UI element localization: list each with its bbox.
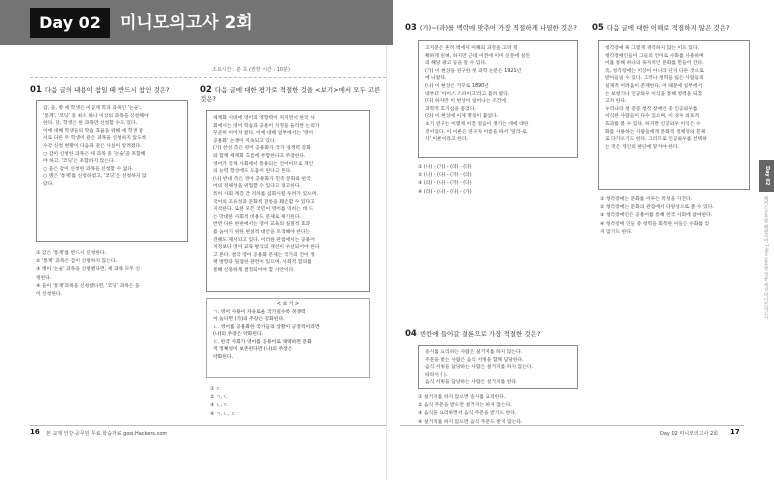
answer-choice: ④ ㄱ, ㄴ, ㄷ — [210, 411, 236, 417]
passage-line: 았다. — [43, 181, 54, 187]
passage-line: (나) 반대 측은 영어 공용화가 민족 문화와 한국 — [213, 176, 311, 182]
answer-choice: ③ ㄴ, ㄷ — [210, 403, 229, 409]
footer-text: Day 02 미니모의고사 2회 — [660, 431, 718, 437]
answer-choice: ① (나) - (가) - (라) - (다) — [418, 165, 472, 170]
timer-row: 소요시간 : 분 초 (권장 시간 : 10분) — [212, 67, 290, 73]
question-05-passage — [598, 40, 750, 190]
question-02-passage — [206, 110, 370, 292]
passage-line: 고자 한다. — [605, 99, 627, 105]
bogi-item: ㄷ. 한국 사회가 영어를 공용어로 채택하면 문화 — [213, 339, 312, 345]
day-side-tab: Day 02 — [759, 160, 774, 192]
page-divider — [386, 0, 387, 480]
answer-choice: ② ㄱ, ㄴ — [210, 395, 229, 401]
question-02-title: 02 다음 글에 대한 평가로 적절한 것을 <보기>에서 모두 고른 것은? — [200, 85, 381, 103]
day-badge: Day 02 — [30, 8, 110, 38]
passage-line: 과학적 호기심을 품었다. — [425, 106, 476, 112]
passage-line: 에 나왔다. — [425, 76, 447, 82]
passage-line: 화를 사용하는 사람들에게 문화적 정체성의 문제 — [605, 129, 706, 135]
bogi-item: 이 높다면 (가)의 주장은 강화된다. — [213, 317, 285, 322]
answer-choice: ④ 설거지를 하지 않으면 음식 주문도 받지 않는다. — [418, 419, 523, 425]
passage-line: '통계', '코딩' 중 최소 하나 이상의 과목을 신청해야 — [43, 113, 149, 119]
question-02-bogi-box — [206, 298, 370, 378]
passage-line: 사' 이론이라고 한다. — [425, 137, 468, 143]
answer-choice: 지 않기도 한다. — [600, 229, 633, 235]
question-04-title: 04 빈칸에 들어갈 결론으로 가장 적절한 것은? — [405, 329, 541, 339]
passage-line: 따라서 ( ). — [425, 372, 448, 378]
footer-text: 본 교재 인강·공무원 무료 학습자료 gosi.Hackers.com — [46, 431, 168, 437]
question-03-passage — [418, 40, 578, 158]
passage-line: 한다. 단, 학생은 한 과목만 신청할 수도 있다. — [43, 121, 138, 127]
passage-line: 실제적 어려움이 존재한다. 이 때문에 일부에서 — [605, 83, 703, 89]
answer-choice: 청한다. — [36, 275, 52, 281]
question-02-choices — [210, 386, 330, 419]
passage-line: 의 능력 향상에도 도움이 된다고 본다. — [213, 169, 292, 175]
passage-line: 고 본다. 결국 영어 공용화 문제는 국가의 언어 정 — [213, 252, 315, 258]
passage-line: 즉, 청각장애는 이상이 아니라 단지 다른 것으로 — [605, 68, 704, 74]
answer-choice: ② 음식 주문을 받으면 설거지는 하지 않는다. — [418, 403, 512, 409]
question-03-choices — [418, 164, 568, 197]
passage-line: ○ 갑이 신청한 과목은 세 과목 중 '논술'을 포함해 — [43, 151, 146, 157]
passage-line: 견해도 제시되고 있다. 이러한 관점에서는 공용어 — [213, 237, 315, 243]
answer-choice: ③ (라) - (나) - (가) - (다) — [418, 181, 472, 187]
passage-line: 송시를 요리하는 사람은 설거지를 하지 않는다. — [425, 350, 523, 355]
passage-line: 특히 사회 계층 간 격차를 심화시킬 우려가 있으며, — [213, 191, 318, 197]
passage-line: 고지문은 흔히 벽에서 이해의 과정을 고려 정 — [425, 46, 518, 51]
bogi-item: ㄴ. 영어를 공용화한 국가들의 상황이 긍정적이라면 — [213, 324, 320, 330]
passage-line: 는 것은 개인의 판단에 맡겨야 한다. — [605, 144, 680, 150]
answer-choice: ① ㄷ — [210, 387, 221, 392]
passage-line: 청각장애인들이 그들의 언어로 수화를 사용하며 — [605, 53, 704, 59]
passage-line: ○ 을은 갑이 신청한 과목을 신청할 수 없다. — [43, 166, 134, 172]
answer-choice: 이 신청한다. — [36, 292, 63, 298]
question-01-title: 01 다음 글의 내용이 참일 때 반드시 참인 것은? — [30, 85, 170, 95]
bogi-item: 약화된다. — [213, 354, 234, 360]
bogi-item: ㄱ. 영어 사용이 자유로운 국가일수록 경쟁력 — [213, 309, 306, 315]
answer-choice: ① 설거지를 하지 않으면 송시를 요리한다. — [418, 395, 506, 400]
passage-line: 꾸준히 이어져 왔다. 이에 대해 일부에서는 '영어 — [213, 131, 314, 137]
passage-line: 공용화' 논쟁이 지속되고 있다. — [213, 138, 277, 144]
passage-line: 영어가 국제 사회에서 통용되는 언어이므로 개인 — [213, 161, 314, 167]
question-01-passage — [36, 100, 188, 242]
dashed-divider — [30, 77, 386, 78]
passage-line: 의 해당 광고 등을 알 수 있다. — [425, 61, 487, 67]
answer-choice: ④ (라) - (나) - (다) - (가) — [418, 189, 472, 195]
bogi-item: 적 정체성이 보존된다면 (나)의 주장은 — [213, 347, 293, 352]
passage-text — [213, 115, 363, 274]
passage-line: 회에서는 영어 학습과 공용어 지정을 둘러싼 논의가 — [213, 123, 320, 129]
passage-line: 지정보다 영어 교육 방식의 개선이 우선되어야 한다 — [213, 245, 320, 251]
passage-line: 지적한다. 또한 모든 국민이 영어를 익히는 데 드 — [213, 207, 314, 213]
passage-line: 대부터 '아이스 스파이크'라고 불려 왔다. — [425, 91, 510, 97]
passage-line: 와 함께 세계화 흐름에 부합한다고 주장한다. — [213, 153, 306, 159]
passage-line: 야 하고, '코딩'은 포함하지 않는다. — [43, 159, 116, 165]
page-number: 16 — [30, 428, 40, 436]
footer-rule — [400, 425, 744, 426]
passage-line: 초기 연구는 이렇게 이전 얼음이 생기는 데에 대한 — [425, 121, 529, 127]
passage-line: 받아들일 수 있다. 그러나 청력을 잃은 사람들의 — [605, 76, 704, 82]
page-number: 17 — [730, 428, 740, 436]
question-04-choices — [418, 394, 588, 427]
page-title: 미니모의고사 2회 — [120, 13, 253, 33]
passage-line: 로 다가오기도 한다. 그러므로 인공와우를 선택하 — [605, 137, 707, 143]
answer-choice: ③ 병이 '논술' 과목을 신청했다면, 세 과목 모두 신 — [36, 267, 141, 273]
question-03-title: 03 (가)~(라)를 맥락에 맞추어 가장 적절하게 나열한 것은? — [405, 23, 577, 33]
passage-line: 갑, 을, 병 세 학생은 이공계 학과 과목인 '논술', — [43, 106, 142, 111]
passage-line: 국어의 고유성과 문화적 전통을 훼손할 수 있다고 — [213, 199, 315, 205]
passage-line: 통해 신중하게 결정되어야 할 사안이다. — [213, 267, 295, 273]
passage-line: 음식 서빙을 담당하는 사람은 설거지를 한다. — [425, 380, 518, 386]
question-04-passage — [418, 345, 578, 389]
passage-line: 는 막대한 사회적 비용도 문제로 제기된다. — [213, 214, 301, 220]
answer-choice: ① 갑은 '통계'를 반드시 신청한다. — [36, 251, 107, 256]
passage-line: 우리나라 청 중증 청각 장애인 중 인공와우를 — [605, 106, 698, 112]
answer-choice: ③ 음식을 요리하면서 음식 주문을 받기도 한다. — [418, 411, 517, 417]
side-caption: 해커스공무원 혜원국어 7·9급 공무원 적중 예상 미니모의고사 — [763, 196, 768, 320]
passage-line: 이식한 사람들이 다수 있으며, 이 경우 의료적 — [605, 114, 700, 120]
passage-line: 책 방향과 밀접한 관련이 있으며, 사회적 합의를 — [213, 260, 312, 266]
answer-choice: ② '통계' 과목은 갑이 신청하지 않는다. — [36, 259, 117, 265]
passage-line: 를 높이기 위한 현실적 대안을 모색해야 한다는 — [213, 229, 311, 235]
passage-line: 는 보청기나 인공와우 이식을 통해 청력을 되찾 — [605, 91, 703, 97]
answer-choice: ② (나) - (다) - (가) - (라) — [418, 173, 472, 179]
passage-line: 음식 서빙을 담당하는 사람은 설거지를 하지 않는다. — [425, 365, 533, 371]
question-05-choices — [600, 196, 756, 237]
question-05-title: 05 다음 글에 대한 이해로 적절하지 않은 것은? — [592, 23, 730, 33]
passage-line: (가) 찬성 측은 영어 공용화가 국가 경쟁력 강화 — [213, 146, 311, 152]
passage-line: 이에 대해 학생들의 학습 효율을 위해 세 학생 중 — [43, 128, 144, 134]
passage-line: 수강 신청 현황이 다음과 같은 사실이 알려졌다. — [43, 143, 142, 149]
passage-line: (라) 이 현상에 이제 명칭이 붙었다. — [425, 114, 499, 120]
passage-line: (가) 이 현상을 연구한 첫 과학 논문은 1921년 — [425, 68, 522, 74]
answer-choice: ④ 청각장애 인들 중 청력을 회복한 이들은 수화를 잊 — [600, 221, 710, 227]
passage-line: ○ 병은 '통계'를 신청하였고, '코딩'은 신청하지 않 — [43, 174, 147, 180]
passage-line: 청각장애 혹 그렇게 생각하지 않는 이도 있다. — [605, 46, 700, 51]
footer-rule — [30, 425, 386, 426]
question-01-choices — [36, 250, 196, 299]
passage-text — [43, 105, 181, 189]
passage-line: 확하게 읽혀, 하지만 근대 이전에 이미 신문에 실린 — [425, 53, 530, 59]
answer-choice: ③ 청각장애인은 공용어를 통해 한국 사회에 참여한다. — [600, 213, 713, 219]
bogi-item: (나)의 주장은 약화된다. — [213, 332, 264, 337]
passage-line: 이를 통해 하나의 독자적인 문화를 만들어 간다. — [605, 61, 704, 67]
passage-line: 어의 정체성을 위협할 수 있다고 경고한다. — [213, 184, 301, 190]
passage-line: (다) 하지만 이 현상이 일어나는 조건에 — [425, 99, 506, 105]
passage-line: 것이었다. 이 이론은 연구자 이름을 따서 '얼리-로 — [425, 129, 527, 135]
passage-line: 반면 다른 한편에서는 영어 교육의 실질적 효과 — [213, 222, 311, 228]
passage-line: 효과를 볼 수 있다. 하지만 인공와우 이식은 수 — [605, 121, 701, 127]
passage-line: (나) 이 현상은 거꾸로 1890년 — [425, 83, 489, 89]
passage-line: 주문을 받는 사람은 음식 서빙을 함께 담당한다. — [425, 357, 524, 363]
passage-line: 서로 다른 두 학생이 같은 과목을 신청하지 않도록 — [43, 136, 147, 142]
passage-line: 세계화 시대에 영어의 영향력이 커지면서 한국 사 — [213, 116, 315, 121]
bogi-label: < 보 기 > — [277, 302, 299, 307]
answer-choice: ④ 을이 '통계'과목을 신청했다면, '코딩' 과목은 을 — [36, 283, 140, 289]
answer-choice: ① 청각장애는 문화를 이루는 특성을 가진다. — [600, 197, 693, 202]
answer-choice: ② 청각장애는 문화의 관점에서 다양성으로 볼 수 있다. — [600, 205, 714, 211]
